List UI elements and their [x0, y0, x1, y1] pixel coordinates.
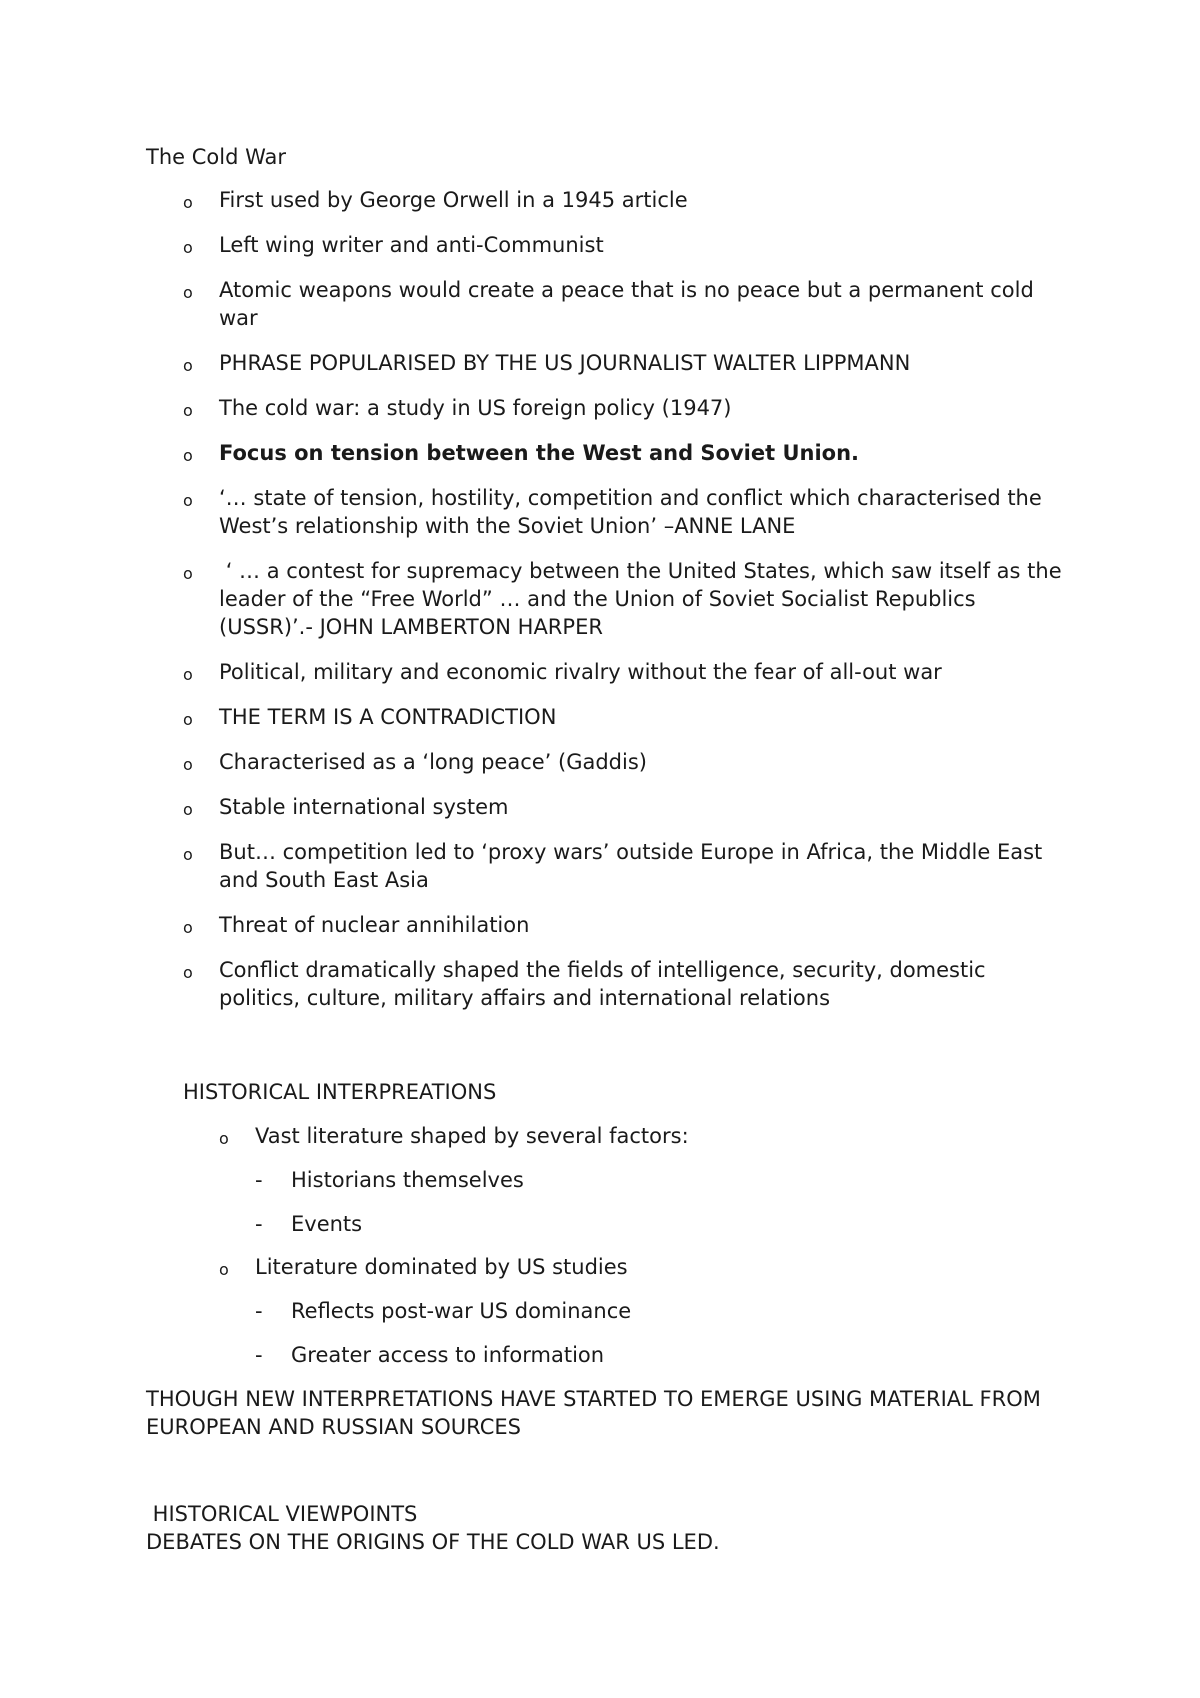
- list-item-text: Stable international system: [219, 795, 509, 819]
- list-item-text: But… competition led to ‘proxy wars’ outside Europe in Africa, the Middle East and South East Asia: [219, 840, 1043, 892]
- bullet-icon: o: [183, 710, 193, 729]
- list-item: [183, 484, 1063, 540]
- list-item: [219, 1122, 1019, 1238]
- main-bullet-list: [183, 186, 1069, 1029]
- list-item-text: PHRASE POPULARISED BY THE US JOURNALIST WALTER LIPPMANN: [219, 351, 911, 375]
- list-item-text: Literature dominated by US studies: [255, 1255, 628, 1279]
- list-item-text: Threat of nuclear annihilation: [219, 913, 530, 937]
- bullet-icon: o: [183, 800, 193, 819]
- dash-icon: -: [255, 1299, 263, 1323]
- bullet-icon: o: [183, 356, 193, 375]
- list-item-text: Characterised as a ‘long peace’ (Gaddis): [219, 750, 647, 774]
- list-item-text: Atomic weapons would create a peace that is no peace but a permanent cold war: [219, 278, 1034, 330]
- list-item: [183, 394, 1063, 422]
- list-item: [183, 793, 1063, 821]
- debates-line: DEBATES ON THE ORIGINS OF THE COLD WAR US LED.: [146, 1530, 720, 1554]
- bullet-icon: o: [183, 193, 193, 212]
- list-item: [183, 349, 1063, 377]
- list-item: [183, 911, 1063, 939]
- list-item: [183, 703, 1063, 731]
- sub-list-item: [255, 1210, 1019, 1238]
- list-item: [183, 658, 1063, 686]
- list-item: [183, 439, 1063, 467]
- sub-bullet-list: [255, 1166, 1019, 1238]
- sub-list-item-text: Events: [291, 1212, 363, 1236]
- list-item-text: Left wing writer and anti-Communist: [219, 233, 604, 257]
- dash-icon: -: [255, 1343, 263, 1367]
- bullet-icon: o: [183, 491, 193, 510]
- list-item: [183, 838, 1063, 894]
- bullet-icon: o: [183, 283, 193, 302]
- list-item-text: The cold war: a study in US foreign policy (1947): [219, 396, 732, 420]
- list-item: [183, 557, 1069, 641]
- section-heading-viewpoints: HISTORICAL VIEWPOINTS: [146, 1502, 418, 1526]
- interpretations-list: [219, 1122, 1019, 1385]
- list-item-text: THE TERM IS A CONTRADICTION: [219, 705, 557, 729]
- list-item: [219, 1253, 1019, 1369]
- list-item-text: Political, military and economic rivalry without the fear of all-out war: [219, 660, 942, 684]
- dash-icon: -: [255, 1212, 263, 1236]
- list-item: [183, 276, 1063, 332]
- bullet-icon: o: [183, 401, 193, 420]
- list-item-text: Conflict dramatically shaped the fields of intelligence, security, domestic politics, culture, military affairs and international relations: [219, 958, 986, 1010]
- sub-list-item: [255, 1297, 1019, 1325]
- list-item-text: ‘ … a contest for supremacy between the United States, which saw itself as the leader of the “Free World” … and the Union of Soviet Socialist Republics (USSR)’.- JOHN LAMBERTON HARPER: [219, 559, 1069, 639]
- list-item-text: First used by George Orwell in a 1945 article: [219, 188, 688, 212]
- list-item: [183, 186, 1063, 214]
- bullet-icon: o: [183, 845, 193, 864]
- sub-bullet-list: [255, 1297, 1019, 1369]
- list-item-text: ‘… state of tension, hostility, competition and conflict which characterised the West’s relationship with the Soviet Union’ –ANNE LANE: [219, 486, 1042, 538]
- bullet-icon: o: [219, 1129, 229, 1148]
- sub-list-item: [255, 1341, 1019, 1369]
- list-item-text-bold: Focus on tension between the West and Soviet Union.: [219, 441, 859, 465]
- sub-list-item-text: Historians themselves: [291, 1168, 524, 1192]
- section-heading-interpretations: HISTORICAL INTERPREATIONS: [183, 1080, 497, 1104]
- bullet-icon: o: [183, 963, 193, 982]
- list-item: [183, 748, 1063, 776]
- bullet-icon: o: [183, 564, 193, 583]
- list-item: [183, 956, 1063, 1012]
- bullet-icon: o: [183, 238, 193, 257]
- bullet-icon: o: [183, 918, 193, 937]
- bullet-icon: o: [219, 1260, 229, 1279]
- document-title: The Cold War: [146, 145, 287, 169]
- sub-list-item-text: Reflects post-war US dominance: [291, 1299, 632, 1323]
- bullet-icon: o: [183, 446, 193, 465]
- bullet-icon: o: [183, 755, 193, 774]
- new-interpretations-paragraph: THOUGH NEW INTERPRETATIONS HAVE STARTED TO EMERGE USING MATERIAL FROM EUROPEAN AND RUSSIAN SOURCES: [146, 1387, 1041, 1439]
- list-item: [183, 231, 1063, 259]
- bullet-icon: o: [183, 665, 193, 684]
- sub-list-item-text: Greater access to information: [291, 1343, 605, 1367]
- dash-icon: -: [255, 1168, 263, 1192]
- sub-list-item: [255, 1166, 1019, 1194]
- list-item-text: Vast literature shaped by several factors:: [255, 1124, 689, 1148]
